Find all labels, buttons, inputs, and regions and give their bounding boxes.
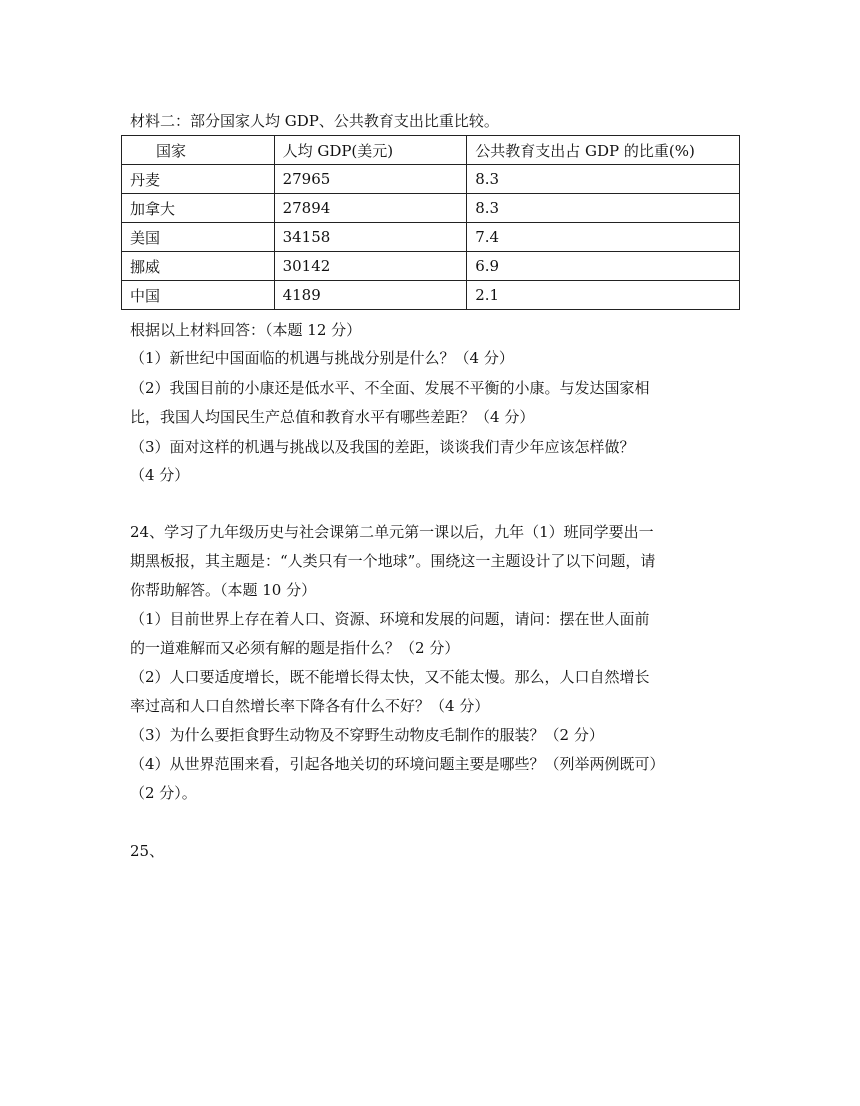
cell-education-share: 8.3	[467, 165, 740, 194]
header-gdp-per-capita: 人均 GDP(美元)	[274, 136, 467, 165]
cell-gdp: 34158	[274, 223, 467, 252]
table-header-row	[122, 136, 740, 165]
cell-education-share: 6.9	[467, 252, 740, 281]
cell-gdp: 30142	[274, 252, 467, 281]
question-24-1-line1: （1）目前世界上存在着人口、资源、环境和发展的问题，请问：摆在世人面前	[130, 610, 650, 628]
question-24-4-line1: （4）从世界范围来看，引起各地关切的环境问题主要是哪些？（列举两例既可）	[130, 755, 665, 773]
question-24-3: （3）为什么要拒食野生动物及不穿野生动物皮毛制作的服装？（2 分）	[130, 726, 604, 744]
cell-country: 中国	[122, 281, 275, 310]
cell-education-share: 8.3	[467, 194, 740, 223]
question-24-4-line2: （2 分）。	[130, 784, 197, 802]
cell-gdp: 27894	[274, 194, 467, 223]
table-row	[122, 281, 740, 310]
cell-country: 丹麦	[122, 165, 275, 194]
material2-caption: 材料二：部分国家人均 GDP、公共教育支出比重比较。	[130, 112, 499, 130]
header-country: 国家	[122, 136, 275, 165]
question-24-2-line2: 率过高和人口自然增长率下降各有什么不好？（4 分）	[130, 697, 490, 715]
question-24-intro-line1: 24、学习了九年级历史与社会课第二单元第一课以后，九年（1）班同学要出一	[130, 523, 654, 541]
question-24-intro-line2: 期黑板报，其主题是：“人类只有一个地球”。围绕这一主题设计了以下问题，请	[130, 552, 656, 570]
material2-prompt: 根据以上材料回答：（本题 12 分）	[130, 321, 362, 339]
table-row	[122, 223, 740, 252]
table-row	[122, 165, 740, 194]
question-23-1: （1）新世纪中国面临的机遇与挑战分别是什么？（4 分）	[130, 349, 514, 367]
cell-country: 挪威	[122, 252, 275, 281]
cell-education-share: 2.1	[467, 281, 740, 310]
question-23-2-line1: （2）我国目前的小康还是低水平、不全面、发展不平衡的小康。与发达国家相	[130, 379, 650, 397]
gdp-education-table	[121, 135, 740, 310]
question-24-2-line1: （2）人口要适度增长，既不能增长得太快，又不能太慢。那么，人口自然增长	[130, 668, 650, 686]
header-education-share: 公共教育支出占 GDP 的比重(%)	[467, 136, 740, 165]
table-row	[122, 252, 740, 281]
question-23-2-line2: 比，我国人均国民生产总值和教育水平有哪些差距？（4 分）	[130, 408, 535, 426]
cell-education-share: 7.4	[467, 223, 740, 252]
cell-country: 加拿大	[122, 194, 275, 223]
cell-country: 美国	[122, 223, 275, 252]
table-row	[122, 194, 740, 223]
question-25-number: 25、	[130, 842, 165, 860]
question-24-1-line2: 的一道难解而又必须有解的题是指什么？（2 分）	[130, 639, 460, 657]
question-23-3-line2: （4 分）	[130, 466, 190, 484]
question-24-intro-line3: 你帮助解答。（本题 10 分）	[130, 581, 317, 599]
cell-gdp: 4189	[274, 281, 467, 310]
cell-gdp: 27965	[274, 165, 467, 194]
question-23-3-line1: （3）面对这样的机遇与挑战以及我国的差距，谈谈我们青少年应该怎样做？	[130, 438, 635, 456]
